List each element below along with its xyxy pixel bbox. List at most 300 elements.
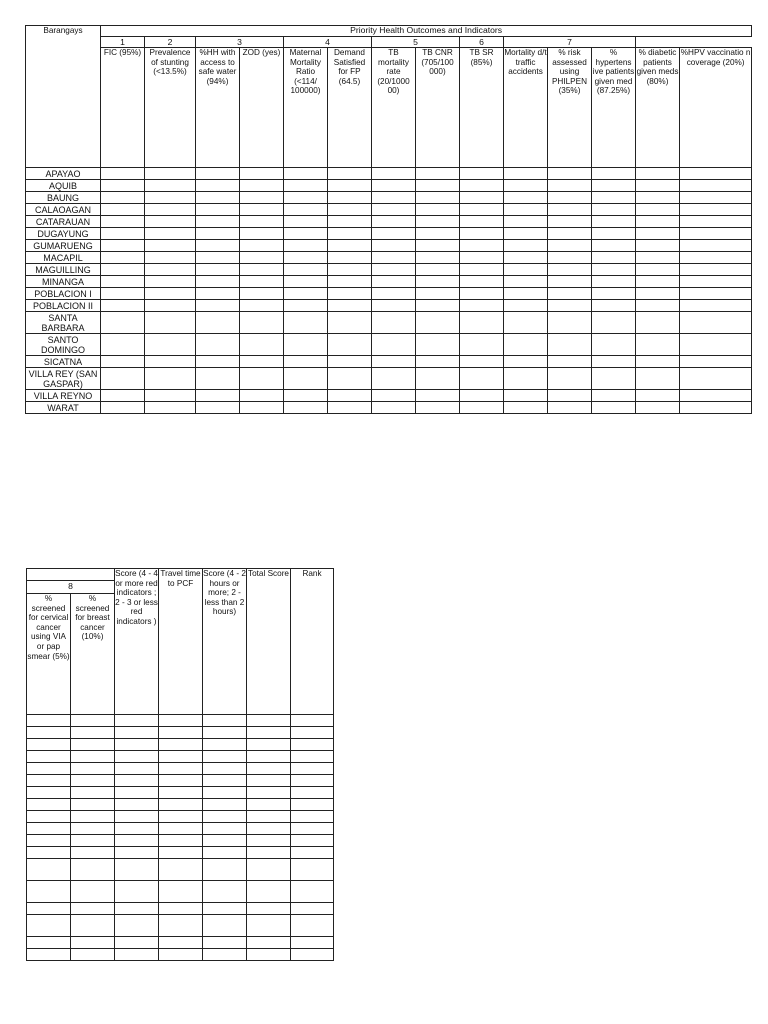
indicator-value-cell[interactable]	[460, 288, 504, 300]
indicator-value-cell[interactable]	[145, 334, 196, 356]
indicator-value-cell[interactable]	[416, 368, 460, 390]
indicator-value-cell[interactable]	[416, 180, 460, 192]
indicator-value-cell[interactable]	[328, 264, 372, 276]
score-value-cell[interactable]	[247, 811, 291, 823]
score-value-cell[interactable]	[291, 811, 334, 823]
score-value-cell[interactable]	[291, 775, 334, 787]
indicator-value-cell[interactable]	[504, 402, 548, 414]
score-value-cell[interactable]	[203, 937, 247, 949]
indicator-value-cell[interactable]	[592, 288, 636, 300]
score-value-cell[interactable]	[247, 763, 291, 775]
indicator-value-cell[interactable]	[196, 368, 240, 390]
indicator-value-cell[interactable]	[284, 252, 328, 264]
indicator-value-cell[interactable]	[504, 168, 548, 180]
score-value-cell[interactable]	[291, 787, 334, 799]
indicator-value-cell[interactable]	[636, 168, 680, 180]
indicator-value-cell[interactable]	[636, 264, 680, 276]
indicator-value-cell[interactable]	[504, 356, 548, 368]
indicator-value-cell[interactable]	[101, 264, 145, 276]
indicator-value-cell[interactable]	[196, 276, 240, 288]
indicator-value-cell[interactable]	[680, 276, 752, 288]
indicator-value-cell[interactable]	[680, 390, 752, 402]
indicator-value-cell[interactable]	[548, 192, 592, 204]
indicator-value-cell[interactable]	[328, 240, 372, 252]
indicator-value-cell[interactable]	[460, 312, 504, 334]
score-value-cell[interactable]	[71, 775, 115, 787]
indicator-value-cell[interactable]	[328, 168, 372, 180]
indicator-value-cell[interactable]	[636, 390, 680, 402]
score-value-cell[interactable]	[247, 859, 291, 881]
score-value-cell[interactable]	[159, 787, 203, 799]
score-value-cell[interactable]	[115, 763, 159, 775]
indicator-value-cell[interactable]	[636, 204, 680, 216]
indicator-value-cell[interactable]	[548, 216, 592, 228]
score-value-cell[interactable]	[27, 775, 71, 787]
indicator-value-cell[interactable]	[416, 204, 460, 216]
score-value-cell[interactable]	[27, 715, 71, 727]
indicator-value-cell[interactable]	[328, 288, 372, 300]
indicator-value-cell[interactable]	[145, 390, 196, 402]
indicator-value-cell[interactable]	[416, 264, 460, 276]
indicator-value-cell[interactable]	[504, 204, 548, 216]
score-value-cell[interactable]	[291, 859, 334, 881]
score-value-cell[interactable]	[115, 847, 159, 859]
indicator-value-cell[interactable]	[196, 204, 240, 216]
indicator-value-cell[interactable]	[372, 300, 416, 312]
indicator-value-cell[interactable]	[284, 356, 328, 368]
indicator-value-cell[interactable]	[504, 390, 548, 402]
indicator-value-cell[interactable]	[240, 204, 284, 216]
score-value-cell[interactable]	[71, 881, 115, 903]
indicator-value-cell[interactable]	[101, 288, 145, 300]
score-value-cell[interactable]	[27, 763, 71, 775]
indicator-value-cell[interactable]	[284, 228, 328, 240]
indicator-value-cell[interactable]	[680, 192, 752, 204]
indicator-value-cell[interactable]	[680, 240, 752, 252]
indicator-value-cell[interactable]	[372, 240, 416, 252]
score-value-cell[interactable]	[159, 949, 203, 961]
indicator-value-cell[interactable]	[145, 228, 196, 240]
indicator-value-cell[interactable]	[680, 312, 752, 334]
indicator-value-cell[interactable]	[548, 368, 592, 390]
indicator-value-cell[interactable]	[101, 216, 145, 228]
indicator-value-cell[interactable]	[548, 390, 592, 402]
indicator-value-cell[interactable]	[101, 192, 145, 204]
indicator-value-cell[interactable]	[328, 228, 372, 240]
score-value-cell[interactable]	[115, 915, 159, 937]
indicator-value-cell[interactable]	[416, 240, 460, 252]
score-value-cell[interactable]	[71, 903, 115, 915]
indicator-value-cell[interactable]	[504, 252, 548, 264]
indicator-value-cell[interactable]	[101, 204, 145, 216]
indicator-value-cell[interactable]	[548, 204, 592, 216]
indicator-value-cell[interactable]	[328, 368, 372, 390]
score-value-cell[interactable]	[71, 835, 115, 847]
indicator-value-cell[interactable]	[504, 180, 548, 192]
indicator-value-cell[interactable]	[101, 334, 145, 356]
score-value-cell[interactable]	[115, 727, 159, 739]
indicator-value-cell[interactable]	[328, 180, 372, 192]
score-value-cell[interactable]	[247, 727, 291, 739]
score-value-cell[interactable]	[115, 859, 159, 881]
score-value-cell[interactable]	[247, 715, 291, 727]
indicator-value-cell[interactable]	[680, 402, 752, 414]
score-value-cell[interactable]	[203, 847, 247, 859]
indicator-value-cell[interactable]	[328, 276, 372, 288]
indicator-value-cell[interactable]	[680, 228, 752, 240]
indicator-value-cell[interactable]	[592, 192, 636, 204]
score-value-cell[interactable]	[291, 715, 334, 727]
indicator-value-cell[interactable]	[284, 300, 328, 312]
indicator-value-cell[interactable]	[145, 276, 196, 288]
score-value-cell[interactable]	[115, 881, 159, 903]
indicator-value-cell[interactable]	[240, 368, 284, 390]
score-value-cell[interactable]	[27, 937, 71, 949]
score-value-cell[interactable]	[71, 847, 115, 859]
indicator-value-cell[interactable]	[145, 356, 196, 368]
score-value-cell[interactable]	[115, 715, 159, 727]
indicator-value-cell[interactable]	[240, 312, 284, 334]
indicator-value-cell[interactable]	[548, 334, 592, 356]
indicator-value-cell[interactable]	[196, 288, 240, 300]
indicator-value-cell[interactable]	[460, 240, 504, 252]
indicator-value-cell[interactable]	[592, 168, 636, 180]
score-value-cell[interactable]	[71, 751, 115, 763]
indicator-value-cell[interactable]	[680, 168, 752, 180]
score-value-cell[interactable]	[159, 847, 203, 859]
indicator-value-cell[interactable]	[460, 228, 504, 240]
indicator-value-cell[interactable]	[284, 276, 328, 288]
score-value-cell[interactable]	[159, 859, 203, 881]
score-value-cell[interactable]	[27, 727, 71, 739]
indicator-value-cell[interactable]	[416, 168, 460, 180]
score-value-cell[interactable]	[291, 835, 334, 847]
indicator-value-cell[interactable]	[145, 192, 196, 204]
indicator-value-cell[interactable]	[680, 334, 752, 356]
indicator-value-cell[interactable]	[592, 312, 636, 334]
score-value-cell[interactable]	[247, 787, 291, 799]
indicator-value-cell[interactable]	[372, 312, 416, 334]
indicator-value-cell[interactable]	[196, 312, 240, 334]
indicator-value-cell[interactable]	[240, 300, 284, 312]
score-value-cell[interactable]	[27, 847, 71, 859]
indicator-value-cell[interactable]	[372, 168, 416, 180]
indicator-value-cell[interactable]	[636, 276, 680, 288]
indicator-value-cell[interactable]	[460, 334, 504, 356]
indicator-value-cell[interactable]	[328, 216, 372, 228]
score-value-cell[interactable]	[203, 727, 247, 739]
indicator-value-cell[interactable]	[636, 252, 680, 264]
indicator-value-cell[interactable]	[196, 240, 240, 252]
score-value-cell[interactable]	[115, 751, 159, 763]
indicator-value-cell[interactable]	[548, 402, 592, 414]
score-value-cell[interactable]	[115, 787, 159, 799]
indicator-value-cell[interactable]	[592, 402, 636, 414]
score-value-cell[interactable]	[71, 787, 115, 799]
indicator-value-cell[interactable]	[680, 368, 752, 390]
indicator-value-cell[interactable]	[240, 276, 284, 288]
indicator-value-cell[interactable]	[240, 192, 284, 204]
score-value-cell[interactable]	[71, 727, 115, 739]
indicator-value-cell[interactable]	[636, 216, 680, 228]
indicator-value-cell[interactable]	[504, 276, 548, 288]
indicator-value-cell[interactable]	[592, 180, 636, 192]
score-value-cell[interactable]	[247, 823, 291, 835]
score-value-cell[interactable]	[159, 775, 203, 787]
indicator-value-cell[interactable]	[372, 204, 416, 216]
indicator-value-cell[interactable]	[416, 228, 460, 240]
score-value-cell[interactable]	[71, 739, 115, 751]
indicator-value-cell[interactable]	[328, 334, 372, 356]
score-value-cell[interactable]	[27, 903, 71, 915]
indicator-value-cell[interactable]	[145, 288, 196, 300]
indicator-value-cell[interactable]	[460, 390, 504, 402]
score-value-cell[interactable]	[71, 763, 115, 775]
indicator-value-cell[interactable]	[592, 356, 636, 368]
indicator-value-cell[interactable]	[284, 240, 328, 252]
score-value-cell[interactable]	[159, 823, 203, 835]
score-value-cell[interactable]	[203, 763, 247, 775]
indicator-value-cell[interactable]	[460, 402, 504, 414]
score-value-cell[interactable]	[115, 811, 159, 823]
indicator-value-cell[interactable]	[240, 228, 284, 240]
indicator-value-cell[interactable]	[680, 264, 752, 276]
score-value-cell[interactable]	[159, 903, 203, 915]
indicator-value-cell[interactable]	[636, 300, 680, 312]
indicator-value-cell[interactable]	[328, 300, 372, 312]
indicator-value-cell[interactable]	[240, 240, 284, 252]
indicator-value-cell[interactable]	[284, 312, 328, 334]
indicator-value-cell[interactable]	[548, 300, 592, 312]
score-value-cell[interactable]	[203, 811, 247, 823]
indicator-value-cell[interactable]	[548, 168, 592, 180]
score-value-cell[interactable]	[247, 835, 291, 847]
indicator-value-cell[interactable]	[416, 252, 460, 264]
indicator-value-cell[interactable]	[145, 368, 196, 390]
indicator-value-cell[interactable]	[328, 390, 372, 402]
score-value-cell[interactable]	[115, 799, 159, 811]
indicator-value-cell[interactable]	[328, 204, 372, 216]
indicator-value-cell[interactable]	[460, 192, 504, 204]
indicator-value-cell[interactable]	[636, 240, 680, 252]
score-value-cell[interactable]	[27, 823, 71, 835]
indicator-value-cell[interactable]	[328, 312, 372, 334]
indicator-value-cell[interactable]	[416, 390, 460, 402]
indicator-value-cell[interactable]	[372, 276, 416, 288]
indicator-value-cell[interactable]	[592, 204, 636, 216]
score-value-cell[interactable]	[71, 799, 115, 811]
indicator-value-cell[interactable]	[460, 168, 504, 180]
indicator-value-cell[interactable]	[328, 402, 372, 414]
indicator-value-cell[interactable]	[372, 192, 416, 204]
score-value-cell[interactable]	[203, 823, 247, 835]
score-value-cell[interactable]	[291, 739, 334, 751]
indicator-value-cell[interactable]	[548, 276, 592, 288]
indicator-value-cell[interactable]	[372, 264, 416, 276]
score-value-cell[interactable]	[247, 881, 291, 903]
indicator-value-cell[interactable]	[592, 240, 636, 252]
indicator-value-cell[interactable]	[372, 180, 416, 192]
score-value-cell[interactable]	[247, 915, 291, 937]
indicator-value-cell[interactable]	[372, 368, 416, 390]
score-value-cell[interactable]	[159, 811, 203, 823]
indicator-value-cell[interactable]	[548, 288, 592, 300]
score-value-cell[interactable]	[27, 739, 71, 751]
indicator-value-cell[interactable]	[101, 168, 145, 180]
indicator-value-cell[interactable]	[284, 192, 328, 204]
indicator-value-cell[interactable]	[145, 300, 196, 312]
indicator-value-cell[interactable]	[504, 264, 548, 276]
indicator-value-cell[interactable]	[145, 402, 196, 414]
score-value-cell[interactable]	[203, 915, 247, 937]
indicator-value-cell[interactable]	[145, 180, 196, 192]
indicator-value-cell[interactable]	[240, 180, 284, 192]
score-value-cell[interactable]	[27, 751, 71, 763]
indicator-value-cell[interactable]	[101, 252, 145, 264]
indicator-value-cell[interactable]	[636, 228, 680, 240]
indicator-value-cell[interactable]	[284, 334, 328, 356]
indicator-value-cell[interactable]	[284, 216, 328, 228]
indicator-value-cell[interactable]	[680, 180, 752, 192]
score-value-cell[interactable]	[203, 903, 247, 915]
indicator-value-cell[interactable]	[592, 390, 636, 402]
score-value-cell[interactable]	[247, 847, 291, 859]
score-value-cell[interactable]	[247, 937, 291, 949]
score-value-cell[interactable]	[27, 787, 71, 799]
indicator-value-cell[interactable]	[145, 252, 196, 264]
indicator-value-cell[interactable]	[240, 264, 284, 276]
indicator-value-cell[interactable]	[196, 168, 240, 180]
indicator-value-cell[interactable]	[196, 192, 240, 204]
indicator-value-cell[interactable]	[372, 356, 416, 368]
indicator-value-cell[interactable]	[284, 402, 328, 414]
score-value-cell[interactable]	[115, 949, 159, 961]
indicator-value-cell[interactable]	[196, 264, 240, 276]
indicator-value-cell[interactable]	[680, 216, 752, 228]
score-value-cell[interactable]	[27, 799, 71, 811]
indicator-value-cell[interactable]	[101, 402, 145, 414]
indicator-value-cell[interactable]	[636, 288, 680, 300]
score-value-cell[interactable]	[291, 727, 334, 739]
indicator-value-cell[interactable]	[145, 168, 196, 180]
indicator-value-cell[interactable]	[504, 288, 548, 300]
score-value-cell[interactable]	[71, 949, 115, 961]
score-value-cell[interactable]	[291, 847, 334, 859]
score-value-cell[interactable]	[27, 881, 71, 903]
indicator-value-cell[interactable]	[416, 288, 460, 300]
indicator-value-cell[interactable]	[372, 252, 416, 264]
indicator-value-cell[interactable]	[284, 264, 328, 276]
indicator-value-cell[interactable]	[416, 216, 460, 228]
score-value-cell[interactable]	[247, 775, 291, 787]
indicator-value-cell[interactable]	[636, 192, 680, 204]
indicator-value-cell[interactable]	[592, 276, 636, 288]
score-value-cell[interactable]	[291, 903, 334, 915]
indicator-value-cell[interactable]	[101, 390, 145, 402]
indicator-value-cell[interactable]	[460, 368, 504, 390]
indicator-value-cell[interactable]	[196, 402, 240, 414]
score-value-cell[interactable]	[291, 751, 334, 763]
indicator-value-cell[interactable]	[328, 356, 372, 368]
indicator-value-cell[interactable]	[145, 216, 196, 228]
indicator-value-cell[interactable]	[636, 402, 680, 414]
score-value-cell[interactable]	[27, 835, 71, 847]
indicator-value-cell[interactable]	[196, 252, 240, 264]
score-value-cell[interactable]	[71, 859, 115, 881]
indicator-value-cell[interactable]	[680, 252, 752, 264]
indicator-value-cell[interactable]	[460, 180, 504, 192]
indicator-value-cell[interactable]	[240, 356, 284, 368]
indicator-value-cell[interactable]	[416, 356, 460, 368]
score-value-cell[interactable]	[203, 859, 247, 881]
score-value-cell[interactable]	[71, 811, 115, 823]
score-value-cell[interactable]	[291, 915, 334, 937]
indicator-value-cell[interactable]	[504, 228, 548, 240]
indicator-value-cell[interactable]	[101, 300, 145, 312]
indicator-value-cell[interactable]	[636, 180, 680, 192]
score-value-cell[interactable]	[203, 949, 247, 961]
indicator-value-cell[interactable]	[240, 334, 284, 356]
score-value-cell[interactable]	[291, 881, 334, 903]
indicator-value-cell[interactable]	[240, 216, 284, 228]
indicator-value-cell[interactable]	[240, 390, 284, 402]
indicator-value-cell[interactable]	[101, 276, 145, 288]
score-value-cell[interactable]	[203, 799, 247, 811]
indicator-value-cell[interactable]	[240, 288, 284, 300]
indicator-value-cell[interactable]	[372, 216, 416, 228]
indicator-value-cell[interactable]	[101, 312, 145, 334]
indicator-value-cell[interactable]	[504, 312, 548, 334]
score-value-cell[interactable]	[159, 727, 203, 739]
indicator-value-cell[interactable]	[636, 334, 680, 356]
indicator-value-cell[interactable]	[592, 334, 636, 356]
score-value-cell[interactable]	[159, 835, 203, 847]
indicator-value-cell[interactable]	[636, 368, 680, 390]
score-value-cell[interactable]	[203, 787, 247, 799]
indicator-value-cell[interactable]	[145, 312, 196, 334]
indicator-value-cell[interactable]	[592, 368, 636, 390]
indicator-value-cell[interactable]	[328, 252, 372, 264]
indicator-value-cell[interactable]	[372, 288, 416, 300]
indicator-value-cell[interactable]	[680, 300, 752, 312]
score-value-cell[interactable]	[115, 775, 159, 787]
score-value-cell[interactable]	[159, 739, 203, 751]
indicator-value-cell[interactable]	[145, 204, 196, 216]
indicator-value-cell[interactable]	[680, 356, 752, 368]
indicator-value-cell[interactable]	[240, 252, 284, 264]
indicator-value-cell[interactable]	[680, 288, 752, 300]
indicator-value-cell[interactable]	[460, 276, 504, 288]
indicator-value-cell[interactable]	[101, 368, 145, 390]
indicator-value-cell[interactable]	[548, 240, 592, 252]
score-value-cell[interactable]	[27, 811, 71, 823]
indicator-value-cell[interactable]	[460, 204, 504, 216]
score-value-cell[interactable]	[71, 937, 115, 949]
indicator-value-cell[interactable]	[460, 264, 504, 276]
indicator-value-cell[interactable]	[636, 356, 680, 368]
score-value-cell[interactable]	[71, 915, 115, 937]
indicator-value-cell[interactable]	[680, 204, 752, 216]
indicator-value-cell[interactable]	[240, 168, 284, 180]
indicator-value-cell[interactable]	[460, 356, 504, 368]
indicator-value-cell[interactable]	[636, 312, 680, 334]
indicator-value-cell[interactable]	[416, 334, 460, 356]
score-value-cell[interactable]	[27, 949, 71, 961]
indicator-value-cell[interactable]	[416, 402, 460, 414]
score-value-cell[interactable]	[159, 937, 203, 949]
indicator-value-cell[interactable]	[504, 334, 548, 356]
indicator-value-cell[interactable]	[460, 252, 504, 264]
